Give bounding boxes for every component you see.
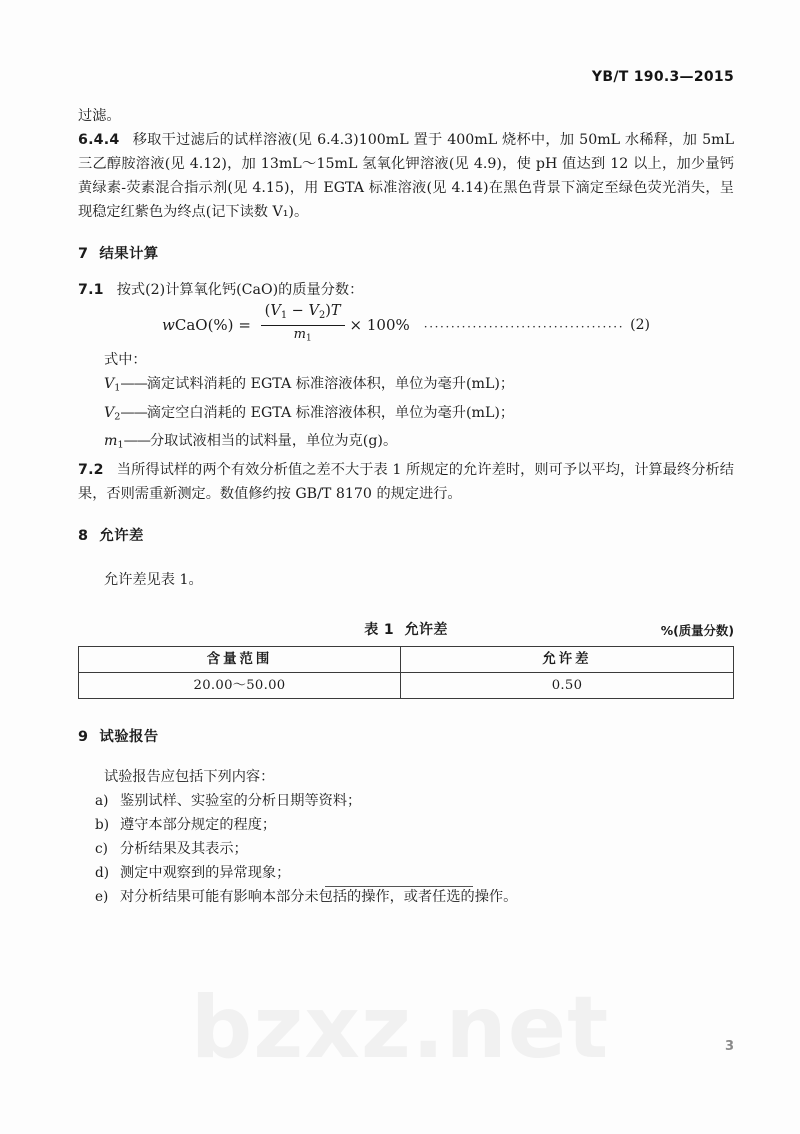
formula-lhs: wCaO(%) [162,316,234,334]
section-8-heading [78,524,734,548]
definition-m1: $m_1——$分取试液相当的试料量，单位为克(g)。 [104,433,398,452]
list-item-text-a: 鉴别试样、实验室的分析日期等资料； [120,793,362,810]
list-item-marker-c: c) [95,841,108,858]
definition-v2: $V_2——$滴定空白消耗的 EGTA 标准溶液体积，单位为毫升(mL)； [104,404,515,423]
formula-equals: = [233,316,256,334]
document-content [78,104,734,909]
section-7-heading [78,242,734,266]
list-item [78,813,734,837]
formula-denominator: $m_1$ [293,327,312,344]
clause-7-2 [78,458,734,506]
table-row [79,673,734,699]
definition-v2-text: 滴定空白消耗的 EGTA 标准溶液体积，单位为毫升(mL)； [146,404,515,421]
section-8-intro: 允许差见表 1。 [104,572,203,589]
section-9-number: 9 [78,729,89,746]
list-item [78,861,734,885]
list-item-text-e: 对分析结果可能有影响本部分未包括的操作，或者任选的操作。 [120,889,518,906]
page-number: 3 [724,1039,734,1054]
clause-6-4-4-number: 6.4.4 [78,132,120,148]
table-1-label: 表 1 [364,622,395,639]
column-header-allowance: 允许差 [401,647,734,673]
clause-7-1-text: 按式(2)计算氧化钙(CaO)的质量分数： [116,282,364,298]
definition-m1-text: 分取试液相当的试料量，单位为克(g)。 [149,433,398,450]
page-header-standard-id: YB/T 190.3—2015 [591,69,734,85]
definition-v1-text: 滴定试料消耗的 EGTA 标准溶液体积，单位为毫升(mL)； [146,376,515,392]
section-9-intro: 试验报告应包括下列内容： [104,769,275,786]
clause-7-2-text: 当所得试样的两个有效分析值之差不大于表 1 所规定的允许差时，则可予以平均，计算最终分析结果，否则需重新测定。数值修约按 GB/T 8170 的规定进行。 [78,462,734,503]
end-of-text-rule [325,886,473,887]
section-8-number: 8 [78,528,89,545]
list-item-marker-b: b) [95,817,110,834]
table-1-unit-note: %(质量分数) [660,623,734,639]
list-item [78,789,734,813]
section-7-title: 结果计算 [99,246,159,262]
list-item-marker-a: a) [95,793,109,810]
clause-7-1-number: 7.1 [78,282,104,298]
table-1-caption [78,618,734,640]
where-label: 式中： [104,352,147,368]
carryover-line: 过滤。 [78,108,121,124]
column-header-content-range: 含量范围 [79,647,401,673]
formula-times: × 100% [349,316,410,334]
clause-6-4-4 [78,128,734,224]
clause-7-1 [78,278,734,302]
list-item-marker-d: d) [95,865,110,882]
definition-v2-subscript: 2 [114,411,121,423]
list-item-marker-e: e) [95,889,109,906]
table-1-title: 允许差 [404,622,448,639]
definition-v1: $V_1——$滴定试料消耗的 EGTA 标准溶液体积，单位为毫升(mL)； [104,376,515,394]
list-item-text-c: 分析结果及其表示； [120,841,248,858]
list-item-text-b: 遵守本部分规定的程度； [120,817,277,834]
definition-v2-dash: —— [120,404,147,421]
formula-numerator: $(V_1 - V_2)T$ [261,303,345,326]
table-1-caption-text [78,618,734,642]
watermark-bzxz: bzxz.net [190,978,610,1078]
section-9-title: 试验报告 [99,729,159,746]
definition-v1-dash: —— [120,376,147,392]
report-items-list [78,789,734,909]
section-7-number: 7 [78,246,89,262]
list-item [78,885,734,909]
clause-7-2-number: 7.2 [78,462,104,479]
formula-fraction [261,303,345,346]
definition-v1-subscript: 1 [114,382,121,394]
formula-2 [78,302,734,348]
section-9-heading [78,725,734,749]
table-1-allowance [78,646,734,699]
cell-allowance: 0.50 [401,673,734,699]
table-header-row [79,647,734,673]
definition-m1-subscript: 1 [117,440,124,452]
definition-m1-dash: —— [123,433,150,450]
clause-6-4-4-text: 移取干过滤后的试样溶液(见 6.4.3)100mL 置于 400mL 烧杯中，加 50mL 水稀释，加 5mL 三乙醇胺溶液(见 4.12)，加 13mL～15mL 氢氧化钾溶液(见 4.9)，使 pH 值达到 12 以上，加少量钙黄绿素-荧素混合指示剂(见 4.15)，用 EGTA 标准溶液(见 4.14)在黑色背景下滴定至绿色荧光消失，呈现稳定红紫色为终点(记下读数 V₁)。 [78,132,734,220]
list-item [78,837,734,861]
formula-leader-dots: ····································· [423,320,625,334]
formula-number: (2) [630,317,650,333]
list-item-text-d: 测定中观察到的异常现象； [120,865,291,882]
cell-content-range: 20.00～50.00 [79,673,401,699]
section-8-title: 允许差 [99,528,144,545]
